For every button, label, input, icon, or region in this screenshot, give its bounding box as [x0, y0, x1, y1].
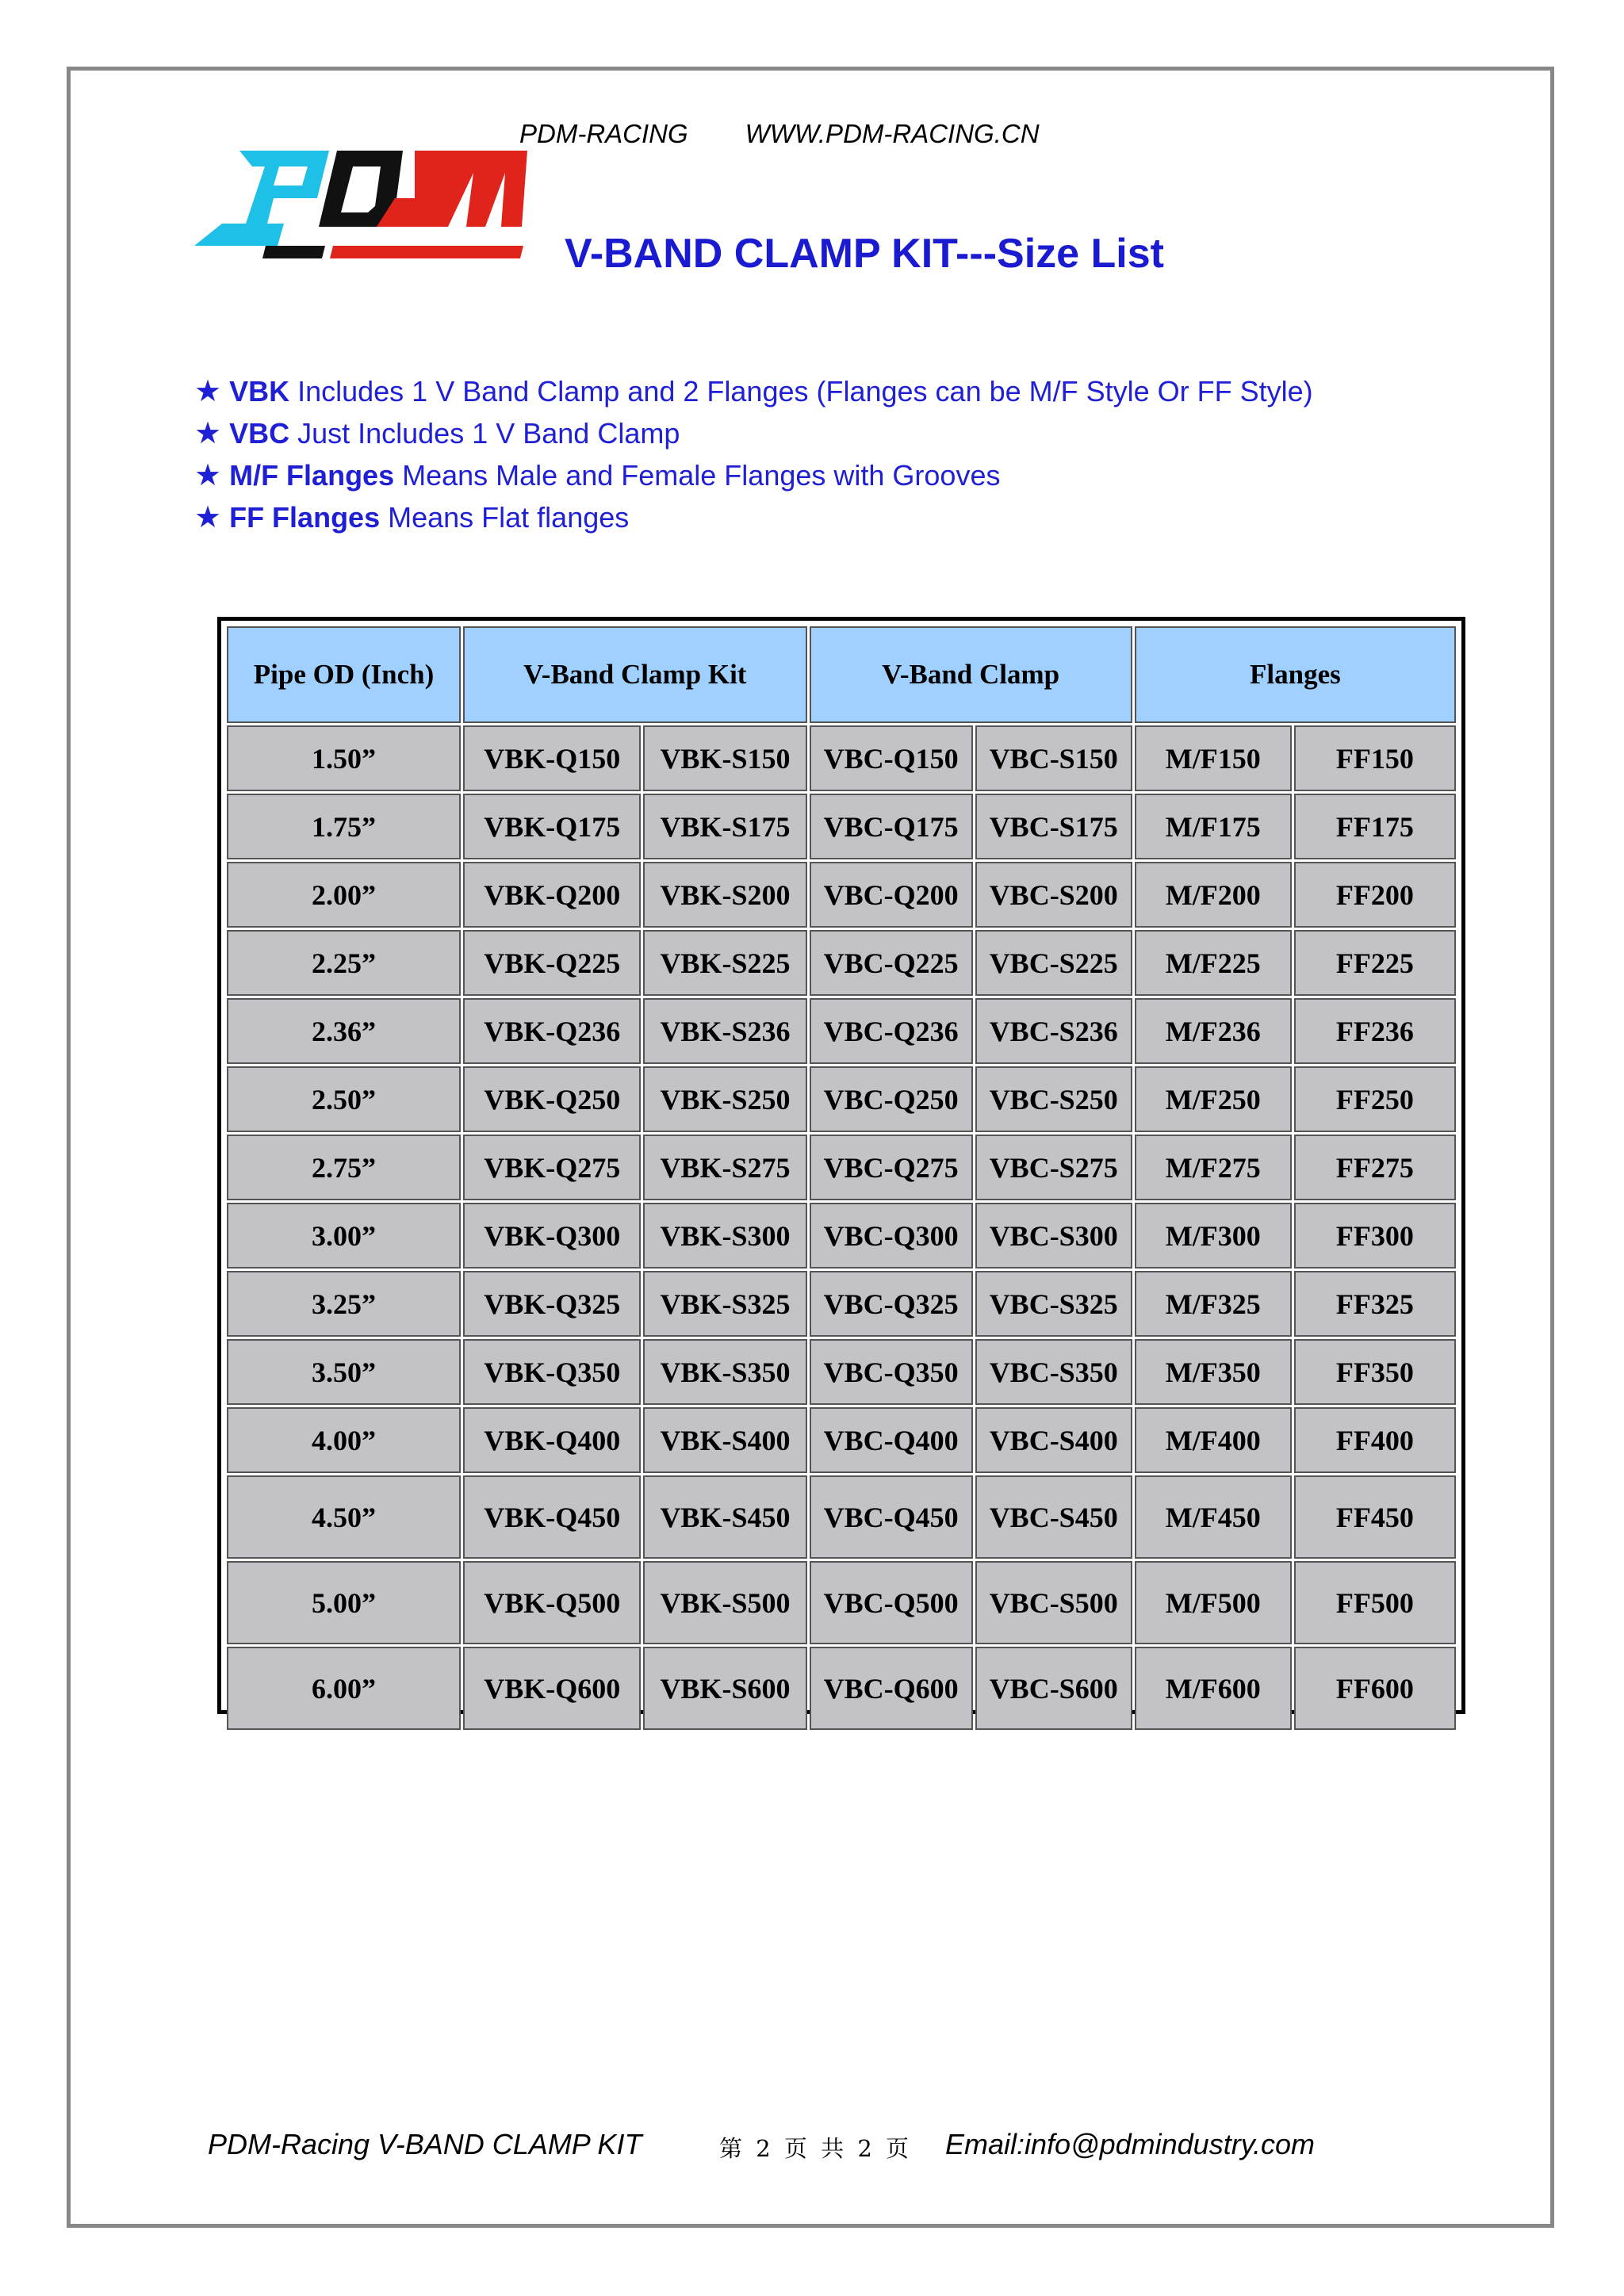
- header-flanges: Flanges: [1135, 626, 1456, 723]
- note-mf-flanges: [194, 454, 1313, 496]
- table-header-row: [227, 626, 1456, 723]
- cell-flange-ff: FF350: [1294, 1339, 1456, 1405]
- cell-kit-q: VBK-Q250: [463, 1066, 641, 1132]
- cell-kit-s: VBK-S236: [643, 998, 806, 1064]
- note-text: Just Includes 1 V Band Clamp: [289, 417, 680, 450]
- cell-kit-q: VBK-Q236: [463, 998, 641, 1064]
- cell-flange-mf: M/F236: [1135, 998, 1292, 1064]
- cell-pipe-od: 3.00”: [227, 1203, 461, 1269]
- cell-clamp-q: VBC-Q225: [810, 930, 973, 996]
- cell-kit-s: VBK-S450: [643, 1475, 806, 1559]
- cell-clamp-s: VBC-S150: [975, 725, 1132, 791]
- footer-email: Email:info@pdmindustry.com: [945, 2128, 1316, 2160]
- cell-kit-s: VBK-S325: [643, 1271, 806, 1337]
- table-row: [227, 1407, 1456, 1473]
- cell-kit-q: VBK-Q400: [463, 1407, 641, 1473]
- cell-flange-ff: FF400: [1294, 1407, 1456, 1473]
- cell-flange-ff: FF200: [1294, 862, 1456, 928]
- cell-flange-ff: FF600: [1294, 1647, 1456, 1730]
- cell-pipe-od: 1.75”: [227, 794, 461, 859]
- cell-pipe-od: 4.00”: [227, 1407, 461, 1473]
- note-text: Includes 1 V Band Clamp and 2 Flanges (Flanges can be M/F Style Or FF Style): [289, 375, 1313, 408]
- note-term: VBC: [229, 417, 290, 450]
- cell-kit-q: VBK-Q225: [463, 930, 641, 996]
- cell-clamp-s: VBC-S350: [975, 1339, 1132, 1405]
- cell-flange-ff: FF225: [1294, 930, 1456, 996]
- header-website: WWW.PDM-RACING.CN: [745, 119, 1040, 148]
- star-icon: ★: [194, 459, 222, 492]
- note-vbc: [194, 412, 1313, 454]
- cell-clamp-s: VBC-S400: [975, 1407, 1132, 1473]
- cell-pipe-od: 2.36”: [227, 998, 461, 1064]
- note-text: Means Male and Female Flanges with Grooves: [394, 459, 1001, 492]
- cell-clamp-q: VBC-Q350: [810, 1339, 973, 1405]
- cell-pipe-od: 3.25”: [227, 1271, 461, 1337]
- cell-flange-mf: M/F500: [1135, 1561, 1292, 1644]
- cell-clamp-q: VBC-Q200: [810, 862, 973, 928]
- notes-list: [194, 370, 1313, 538]
- cell-clamp-s: VBC-S325: [975, 1271, 1132, 1337]
- table-row: [227, 794, 1456, 859]
- footer-doc-name: PDM-Racing V-BAND CLAMP KIT: [208, 2128, 642, 2160]
- cell-clamp-s: VBC-S225: [975, 930, 1132, 996]
- cell-clamp-s: VBC-S450: [975, 1475, 1132, 1559]
- cell-clamp-s: VBC-S250: [975, 1066, 1132, 1132]
- note-term: VBK: [229, 375, 290, 408]
- cell-clamp-s: VBC-S600: [975, 1647, 1132, 1730]
- size-table: [224, 624, 1458, 1732]
- cell-flange-mf: M/F175: [1135, 794, 1292, 859]
- header-clamp-kit: V-Band Clamp Kit: [463, 626, 806, 723]
- cell-kit-q: VBK-Q450: [463, 1475, 641, 1559]
- cell-pipe-od: 2.50”: [227, 1066, 461, 1132]
- cell-pipe-od: 5.00”: [227, 1561, 461, 1644]
- cell-kit-s: VBK-S300: [643, 1203, 806, 1269]
- cell-clamp-q: VBC-Q250: [810, 1066, 973, 1132]
- cell-clamp-q: VBC-Q300: [810, 1203, 973, 1269]
- cell-kit-s: VBK-S250: [643, 1066, 806, 1132]
- cell-flange-ff: FF325: [1294, 1271, 1456, 1337]
- cell-pipe-od: 3.50”: [227, 1339, 461, 1405]
- cell-clamp-q: VBC-Q500: [810, 1561, 973, 1644]
- cell-kit-q: VBK-Q275: [463, 1135, 641, 1200]
- cell-clamp-s: VBC-S175: [975, 794, 1132, 859]
- cell-flange-mf: M/F325: [1135, 1271, 1292, 1337]
- cell-kit-q: VBK-Q500: [463, 1561, 641, 1644]
- cell-flange-ff: FF150: [1294, 725, 1456, 791]
- cell-flange-ff: FF175: [1294, 794, 1456, 859]
- cell-flange-mf: M/F200: [1135, 862, 1292, 928]
- cell-kit-s: VBK-S500: [643, 1561, 806, 1644]
- cell-flange-ff: FF275: [1294, 1135, 1456, 1200]
- cell-kit-s: VBK-S350: [643, 1339, 806, 1405]
- cell-kit-q: VBK-Q200: [463, 862, 641, 928]
- table-row: [227, 1647, 1456, 1730]
- cell-pipe-od: 2.00”: [227, 862, 461, 928]
- cell-clamp-q: VBC-Q600: [810, 1647, 973, 1730]
- cell-kit-q: VBK-Q600: [463, 1647, 641, 1730]
- table-row: [227, 1561, 1456, 1644]
- cell-flange-mf: M/F350: [1135, 1339, 1292, 1405]
- cell-kit-q: VBK-Q175: [463, 794, 641, 859]
- note-ff-flanges: [194, 496, 1313, 538]
- cell-kit-s: VBK-S275: [643, 1135, 806, 1200]
- pdm-logo: [190, 151, 527, 274]
- cell-kit-s: VBK-S200: [643, 862, 806, 928]
- table-row: [227, 1135, 1456, 1200]
- cell-clamp-s: VBC-S236: [975, 998, 1132, 1064]
- cell-pipe-od: 2.25”: [227, 930, 461, 996]
- header-pipe-od: Pipe OD (Inch): [227, 626, 461, 723]
- cell-flange-mf: M/F150: [1135, 725, 1292, 791]
- table-row: [227, 725, 1456, 791]
- cell-clamp-q: VBC-Q236: [810, 998, 973, 1064]
- star-icon: ★: [194, 417, 222, 450]
- cell-flange-mf: M/F250: [1135, 1066, 1292, 1132]
- cell-kit-s: VBK-S150: [643, 725, 806, 791]
- footer-page-number: 第 2 页 共 2 页: [719, 2135, 912, 2162]
- star-icon: ★: [194, 375, 222, 408]
- table-row: [227, 1066, 1456, 1132]
- cell-kit-q: VBK-Q150: [463, 725, 641, 791]
- cell-pipe-od: 2.75”: [227, 1135, 461, 1200]
- cell-flange-mf: M/F300: [1135, 1203, 1292, 1269]
- cell-pipe-od: 1.50”: [227, 725, 461, 791]
- note-term: M/F Flanges: [229, 459, 395, 492]
- note-vbk: [194, 370, 1313, 412]
- header-clamp: V-Band Clamp: [810, 626, 1132, 723]
- cell-kit-s: VBK-S600: [643, 1647, 806, 1730]
- star-icon: ★: [194, 501, 222, 534]
- cell-flange-ff: FF500: [1294, 1561, 1456, 1644]
- document-title: V-BAND CLAMP KIT---Size List: [565, 231, 1164, 277]
- cell-clamp-q: VBC-Q400: [810, 1407, 973, 1473]
- table-row: [227, 862, 1456, 928]
- size-table-frame: [217, 617, 1465, 1714]
- cell-clamp-q: VBC-Q450: [810, 1475, 973, 1559]
- table-row: [227, 1271, 1456, 1337]
- cell-flange-mf: M/F450: [1135, 1475, 1292, 1559]
- cell-kit-s: VBK-S175: [643, 794, 806, 859]
- cell-kit-q: VBK-Q325: [463, 1271, 641, 1337]
- cell-kit-s: VBK-S225: [643, 930, 806, 996]
- cell-clamp-q: VBC-Q325: [810, 1271, 973, 1337]
- cell-clamp-s: VBC-S300: [975, 1203, 1132, 1269]
- table-row: [227, 1475, 1456, 1559]
- cell-flange-mf: M/F225: [1135, 930, 1292, 996]
- cell-clamp-s: VBC-S275: [975, 1135, 1132, 1200]
- cell-flange-mf: M/F400: [1135, 1407, 1292, 1473]
- table-row: [227, 1203, 1456, 1269]
- table-body: [227, 725, 1456, 1730]
- header-brand: PDM-RACING: [519, 119, 688, 148]
- cell-flange-ff: FF300: [1294, 1203, 1456, 1269]
- table-row: [227, 930, 1456, 996]
- cell-flange-mf: M/F600: [1135, 1647, 1292, 1730]
- cell-kit-q: VBK-Q300: [463, 1203, 641, 1269]
- cell-clamp-s: VBC-S500: [975, 1561, 1132, 1644]
- cell-clamp-q: VBC-Q275: [810, 1135, 973, 1200]
- cell-kit-q: VBK-Q350: [463, 1339, 641, 1405]
- page-header: [519, 119, 1040, 149]
- table-row: [227, 1339, 1456, 1405]
- cell-flange-ff: FF236: [1294, 998, 1456, 1064]
- cell-flange-mf: M/F275: [1135, 1135, 1292, 1200]
- table-row: [227, 998, 1456, 1064]
- cell-clamp-s: VBC-S200: [975, 862, 1132, 928]
- note-term: FF Flanges: [229, 501, 381, 534]
- cell-flange-ff: FF250: [1294, 1066, 1456, 1132]
- cell-clamp-q: VBC-Q175: [810, 794, 973, 859]
- cell-pipe-od: 6.00”: [227, 1647, 461, 1730]
- cell-pipe-od: 4.50”: [227, 1475, 461, 1559]
- note-text: Means Flat flanges: [380, 501, 630, 534]
- cell-clamp-q: VBC-Q150: [810, 725, 973, 791]
- cell-kit-s: VBK-S400: [643, 1407, 806, 1473]
- cell-flange-ff: FF450: [1294, 1475, 1456, 1559]
